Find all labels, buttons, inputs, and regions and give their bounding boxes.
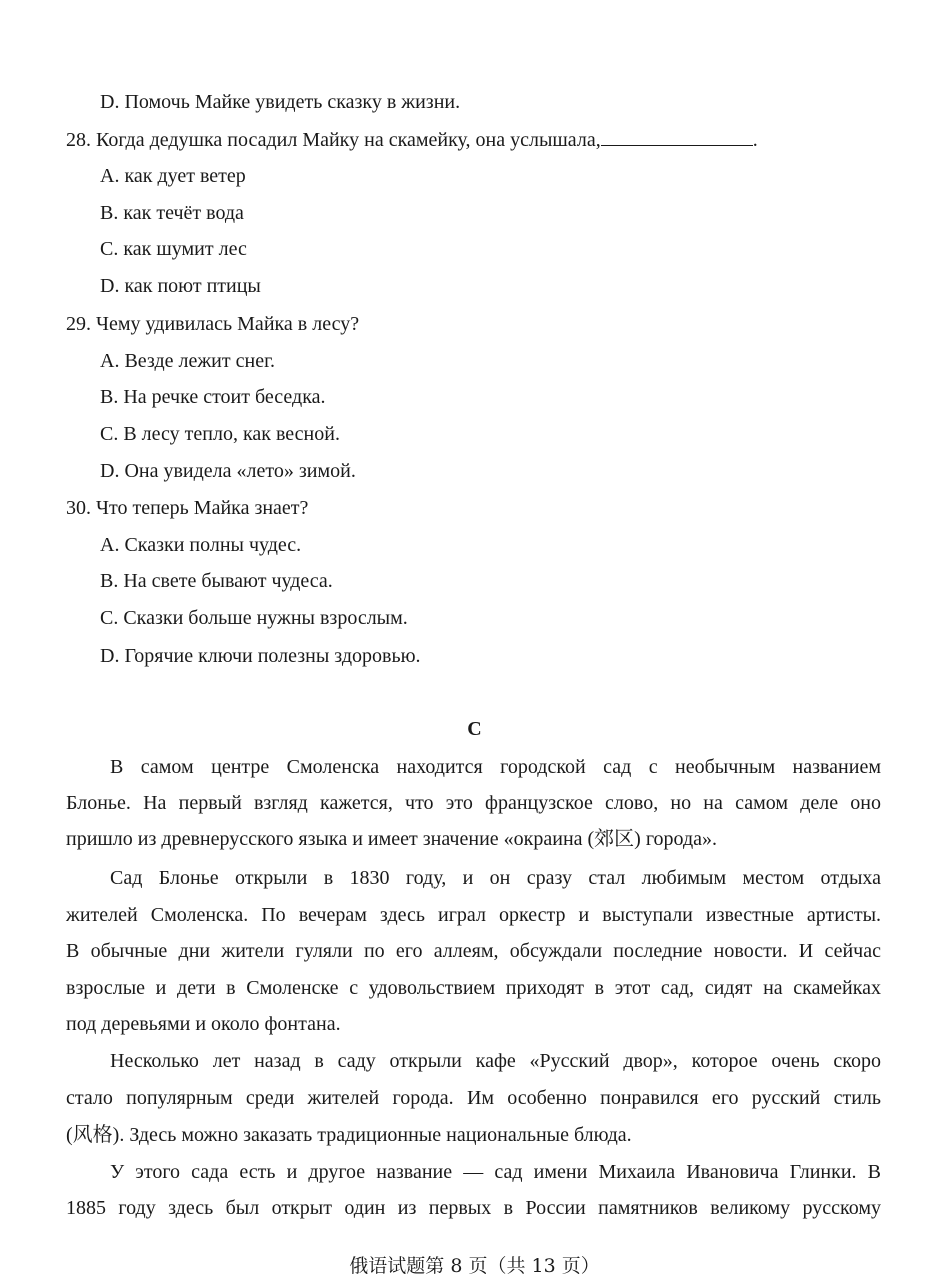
- text-line: жителей Смоленска. По вечерам здесь играл оркестр и выступали известные артисты.: [66, 904, 881, 926]
- text-line: У этого сада есть и другое название — сад имени Михаила Ивановича Глинки. В: [110, 1161, 881, 1183]
- q30-question: 30. Что теперь Майка знает?: [66, 497, 309, 519]
- text-line: под деревьями и около фонтана.: [66, 1013, 341, 1035]
- text-line: В самом центре Смоленска находится городской сад с необычным названием: [110, 756, 881, 778]
- text-line: 1885 году здесь был открыт один из первых в России памятников великому русскому: [66, 1197, 881, 1219]
- q29-question: 29. Чему удивилась Майка в лесу?: [66, 313, 360, 335]
- text-line: Сад Блонье открыли в 1830 году, и он сразу стал любимым местом отдыха: [110, 867, 881, 889]
- q30-option-b: B. На свете бывают чудеса.: [100, 570, 333, 592]
- page-footer: 俄语试题第 8 页（共 13 页）: [349, 1255, 600, 1277]
- q30-option-c: C. Сказки больше нужны взрослым.: [100, 607, 408, 629]
- q28-option-b: B. как течёт вода: [100, 202, 244, 224]
- q28-question-text: 28. Когда дедушка посадил Майку на скамейку, она услышала,: [66, 129, 601, 151]
- text-line: (风格). Здесь можно заказать традиционные национальные блюда.: [66, 1124, 632, 1146]
- q28-option-d: D. как поют птицы: [100, 275, 261, 297]
- q28-period: .: [752, 129, 758, 151]
- text-line: Несколько лет назад в саду открыли кафе «Русский двор», которое очень скоро: [110, 1050, 881, 1072]
- q27-option-d: D. Помочь Майке увидеть сказку в жизни.: [100, 91, 461, 113]
- q29-option-b: B. На речке стоит беседка.: [100, 386, 326, 408]
- q28-question: [66, 128, 758, 152]
- section-c-title: C: [467, 718, 482, 740]
- text-line: В обычные дни жители гуляли по его аллеям, обсуждали последние новости. И сейчас: [66, 940, 881, 962]
- q29-option-d: D. Она увидела «лето» зимой.: [100, 460, 356, 482]
- q29-option-c: C. В лесу тепло, как весной.: [100, 423, 340, 445]
- q29-option-a: A. Везде лежит снег.: [100, 350, 276, 372]
- q30-option-d: D. Горячие ключи полезны здоровью.: [100, 645, 421, 667]
- q28-option-c: C. как шумит лес: [100, 238, 247, 260]
- q28-option-a: A. как дует ветер: [100, 165, 246, 187]
- q30-option-a: A. Сказки полны чудес.: [100, 534, 302, 556]
- text-line: стало популярным среди жителей города. Им особенно понравился его русский стиль: [66, 1087, 881, 1109]
- text-line: Блонье. На первый взгляд кажется, что это французское слово, но на самом деле оно: [66, 792, 881, 814]
- text-line: взрослые и дети в Смоленске с удовольствием приходят в этот сад, сидят на скамейках: [66, 977, 881, 999]
- text-line: пришло из древнерусского языка и имеет значение «окраина (郊区) города».: [66, 828, 718, 850]
- q28-answer-blank: [601, 128, 753, 146]
